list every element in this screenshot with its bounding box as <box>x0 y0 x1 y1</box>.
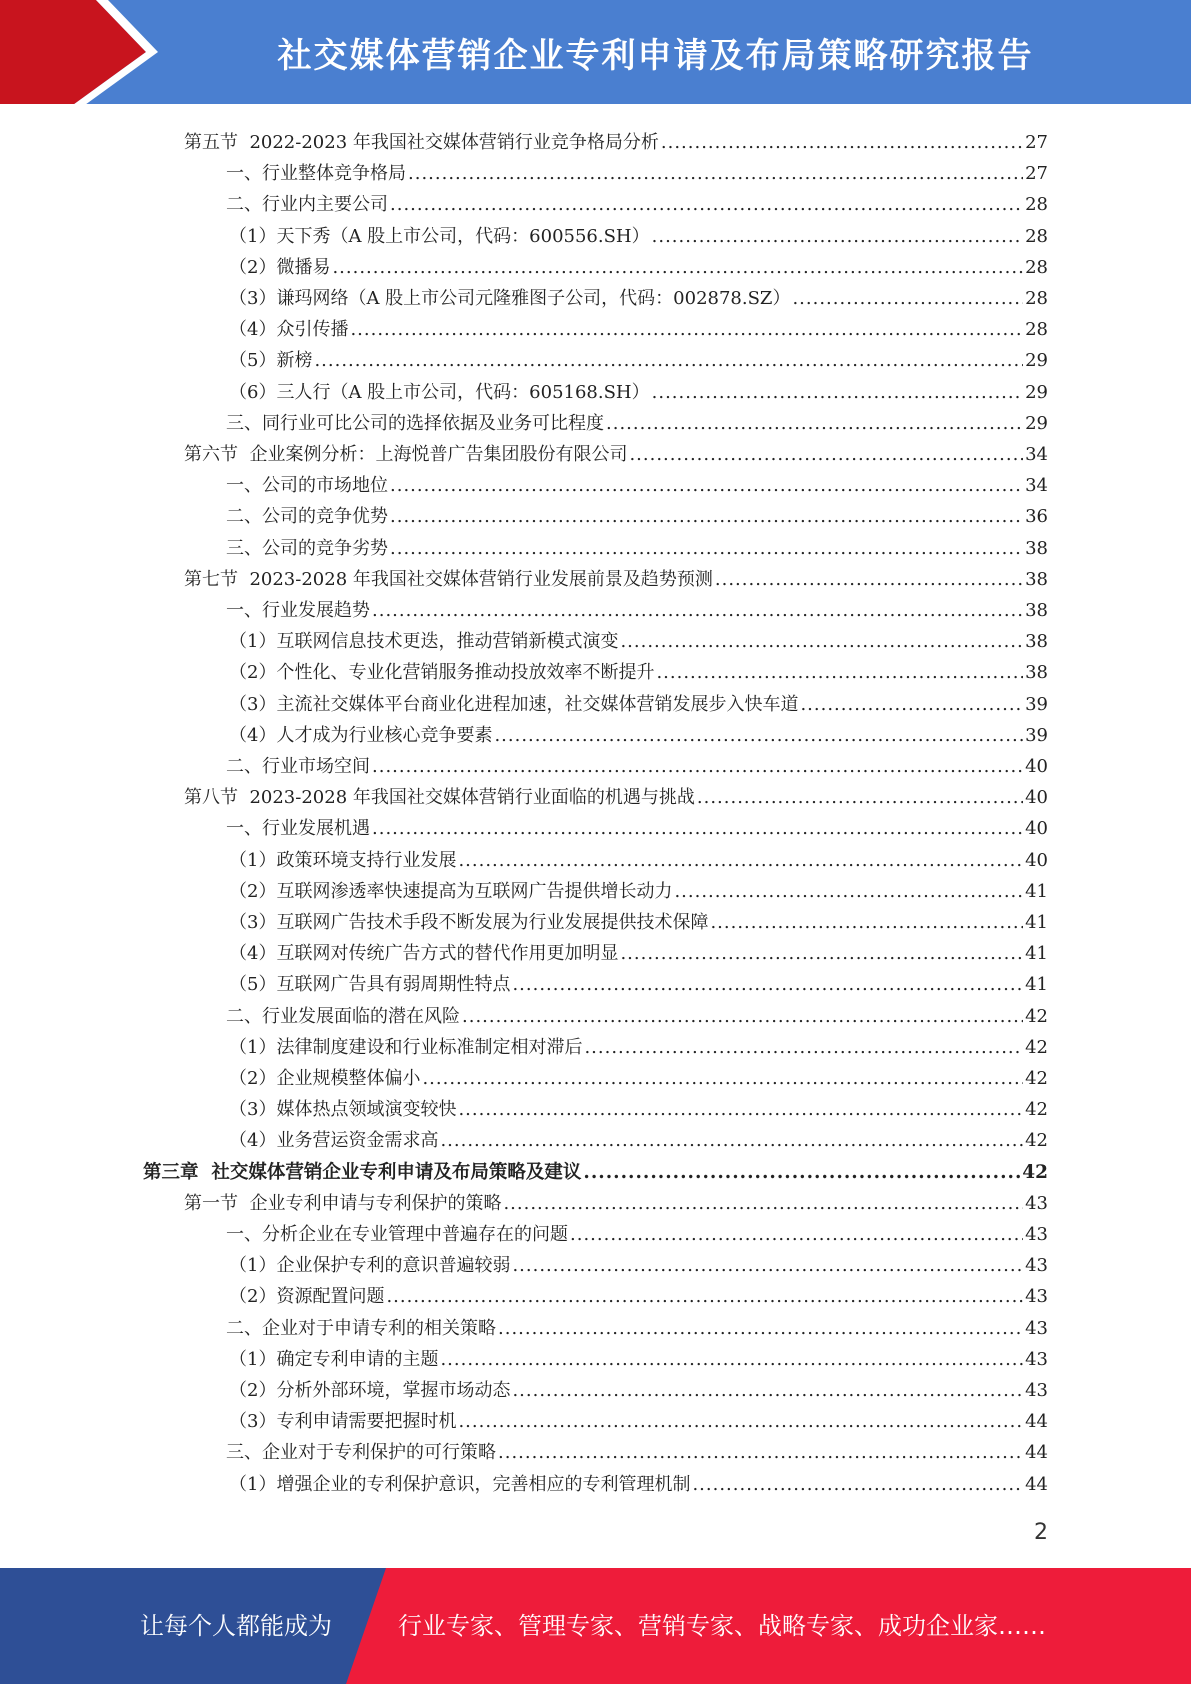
toc-entry-title: 二、公司的竞争优势 <box>226 506 388 528</box>
toc-entry[interactable] <box>229 283 1048 314</box>
toc-entry-page: 29 <box>1025 350 1048 372</box>
toc-entry[interactable] <box>226 1313 1048 1344</box>
toc-entry[interactable] <box>229 1125 1048 1156</box>
toc-dot-leader <box>620 938 1023 969</box>
toc-entry-title: （3）互联网广告技术手段不断发展为行业发展提供技术保障 <box>229 912 709 933</box>
toc-entry-title: （1）互联网信息技术更迭，推动营销新模式演变 <box>229 631 619 653</box>
toc-entry-title: 三、同行业可比公司的选择依据及业务可比程度 <box>226 412 604 434</box>
toc-entry-title: 一、行业整体竞争格局 <box>226 163 406 185</box>
toc-entry-page: 42 <box>1025 1130 1048 1152</box>
toc-entry-page: 44 <box>1025 1442 1048 1464</box>
toc-entry-page: 40 <box>1025 849 1048 871</box>
toc-entry[interactable] <box>226 158 1048 189</box>
toc-entry[interactable] <box>229 626 1048 657</box>
toc-entry[interactable] <box>229 252 1048 283</box>
toc-entry[interactable] <box>229 1063 1048 1094</box>
toc-entry-title: （3）主流社交媒体平台商业化进程加速，社交媒体营销发展步入快车道 <box>229 693 799 715</box>
toc-entry-page: 44 <box>1025 1411 1048 1433</box>
page-number: 2 <box>1034 1520 1048 1545</box>
toc-entry-page: 34 <box>1025 444 1048 465</box>
report-title: 社交媒体营销企业专利申请及布局策略研究报告 <box>277 35 1034 76</box>
toc-dot-leader <box>512 969 1023 1000</box>
toc-dot-leader <box>792 283 1023 314</box>
toc-entry-title: 一、分析企业在专业管理中普遍存在的问题 <box>226 1224 568 1245</box>
toc-entry-title: （6）三人行（A 股上市公司，代码：605168.SH） <box>229 381 650 403</box>
toc-entry[interactable] <box>184 782 1048 813</box>
toc-dot-leader <box>570 1219 1023 1250</box>
toc-entry-title: （3）媒体热点领域演变较快 <box>229 1099 457 1121</box>
toc-entry-page: 40 <box>1025 756 1048 777</box>
toc-entry-page: 38 <box>1025 600 1048 621</box>
toc-entry[interactable] <box>226 813 1048 844</box>
toc-entry[interactable] <box>229 1469 1048 1500</box>
toc-dot-leader <box>494 720 1023 751</box>
toc-entry[interactable] <box>229 1406 1048 1437</box>
toc-entry-page: 28 <box>1025 225 1048 247</box>
toc-entry-page: 41 <box>1025 974 1048 996</box>
toc-dot-leader <box>584 1032 1023 1063</box>
toc-entry[interactable] <box>226 501 1048 532</box>
toc-dot-leader <box>512 1250 1023 1281</box>
toc-entry-title: 第一节 企业专利申请与专利保护的策略 <box>184 1192 502 1214</box>
toc-entry-page: 42 <box>1025 1036 1048 1058</box>
toc-entry[interactable] <box>229 1281 1048 1312</box>
toc-entry-page: 41 <box>1025 912 1048 933</box>
toc-entry-page: 41 <box>1025 880 1048 902</box>
footer-slogan-right: 行业专家、管理专家、营销专家、战略专家、成功企业家…… <box>398 1612 1046 1640</box>
toc-entry-title: （4）人才成为行业核心竞争要素 <box>229 724 493 746</box>
toc-dot-leader <box>458 845 1023 876</box>
toc-dot-leader <box>710 907 1023 938</box>
toc-entry-title: （4）互联网对传统广告方式的替代作用更加明显 <box>229 943 619 965</box>
toc-dot-leader <box>390 533 1023 564</box>
toc-entry-page: 42 <box>1025 1068 1048 1089</box>
toc-entry-page: 28 <box>1025 194 1048 216</box>
toc-entry-title: 第七节 2023-2028 年我国社交媒体营销行业发展前景及趋势预测 <box>184 568 713 590</box>
toc-dot-leader <box>583 1157 1020 1188</box>
toc-entry-title: 二、企业对于申请专利的相关策略 <box>226 1317 496 1339</box>
toc-entry-page: 29 <box>1025 412 1048 434</box>
toc-dot-leader <box>512 1375 1023 1406</box>
toc-entry-title: （4）业务营运资金需求高 <box>229 1130 439 1152</box>
toc-dot-leader <box>606 408 1023 439</box>
toc-dot-leader <box>661 127 1023 158</box>
toc-dot-leader <box>440 1344 1023 1375</box>
toc-entry-page: 38 <box>1025 631 1048 653</box>
toc-entry-page: 43 <box>1025 1224 1048 1245</box>
toc-entry[interactable] <box>229 345 1048 376</box>
toc-entry[interactable] <box>229 1094 1048 1125</box>
toc-entry-title: 二、行业发展面临的潜在风险 <box>226 1005 460 1027</box>
toc-dot-leader <box>314 345 1023 376</box>
toc-entry[interactable] <box>229 1344 1048 1375</box>
toc-dot-leader <box>390 189 1023 220</box>
page-footer <box>0 1568 1191 1684</box>
toc-entry[interactable] <box>226 595 1048 626</box>
toc-dot-leader <box>692 1469 1023 1500</box>
toc-entry[interactable] <box>229 1250 1048 1281</box>
toc-dot-leader <box>408 158 1023 189</box>
toc-entry[interactable] <box>229 907 1048 938</box>
toc-entry-title: （1）天下秀（A 股上市公司，代码：600556.SH） <box>229 225 650 247</box>
toc-entry-page: 44 <box>1025 1473 1048 1495</box>
toc-entry[interactable] <box>229 969 1048 1000</box>
toc-dot-leader <box>372 813 1023 844</box>
toc-entry-title: （3）谦玛网络（A 股上市公司元隆雅图子公司，代码：002878.SZ） <box>229 288 791 309</box>
toc-entry-title: （2）分析外部环境，掌握市场动态 <box>229 1380 511 1401</box>
toc-entry-page: 43 <box>1025 1348 1048 1370</box>
toc-entry-title: （1）法律制度建设和行业标准制定相对滞后 <box>229 1036 583 1058</box>
toc-dot-leader <box>697 782 1023 813</box>
toc-entry-page: 42 <box>1022 1161 1048 1183</box>
toc-entry[interactable] <box>226 470 1048 501</box>
toc-entry-page: 27 <box>1025 163 1048 185</box>
toc-entry-page: 43 <box>1025 1255 1048 1277</box>
toc-dot-leader <box>422 1063 1023 1094</box>
toc-entry[interactable] <box>229 221 1048 252</box>
toc-dot-leader <box>715 564 1023 595</box>
toc-entry[interactable] <box>229 1032 1048 1063</box>
toc-entry-title: （4）众引传播 <box>229 319 349 341</box>
toc-entry-title: 三、公司的竞争劣势 <box>226 537 388 559</box>
toc-dot-leader <box>350 314 1023 345</box>
toc-entry[interactable] <box>226 408 1048 439</box>
toc-entry[interactable] <box>184 1188 1048 1219</box>
toc-entry-title: （2）微播易 <box>229 256 331 278</box>
toc-dot-leader <box>390 470 1023 501</box>
toc-entry-title: （3）专利申请需要把握时机 <box>229 1411 457 1433</box>
toc-entry-title: （2）个性化、专业化营销服务推动投放效率不断提升 <box>229 662 655 684</box>
toc-entry-page: 39 <box>1025 693 1048 715</box>
toc-dot-leader <box>498 1437 1023 1468</box>
toc-entry-page: 38 <box>1025 537 1048 559</box>
toc-dot-leader <box>620 626 1023 657</box>
toc-dot-leader <box>652 221 1023 252</box>
toc-entry-page: 36 <box>1025 506 1048 528</box>
toc-dot-leader <box>656 657 1023 688</box>
toc-entry-title: （1）增强企业的专利保护意识，完善相应的专利管理机制 <box>229 1473 691 1495</box>
toc-dot-leader <box>462 1001 1023 1032</box>
toc-entry-title: 二、行业市场空间 <box>226 756 370 777</box>
toc-entry-page: 41 <box>1025 943 1048 965</box>
toc-entry[interactable] <box>226 1437 1048 1468</box>
toc-entry[interactable] <box>184 127 1048 158</box>
toc-dot-leader <box>372 595 1023 626</box>
toc-dot-leader <box>503 1188 1023 1219</box>
toc-entry[interactable] <box>229 657 1048 688</box>
toc-entry[interactable] <box>226 533 1048 564</box>
toc-entry-title: （2）企业规模整体偏小 <box>229 1068 421 1089</box>
toc-entry-page: 28 <box>1025 256 1048 278</box>
toc-entry-title: 第六节 企业案例分析：上海悦普广告集团股份有限公司 <box>184 444 628 465</box>
toc-entry-page: 40 <box>1025 818 1048 840</box>
toc-entry[interactable] <box>229 314 1048 345</box>
toc-entry[interactable] <box>229 720 1048 751</box>
toc-entry[interactable] <box>229 1375 1048 1406</box>
toc-entry[interactable] <box>229 876 1048 907</box>
toc-entry-page: 29 <box>1025 381 1048 403</box>
toc-entry[interactable] <box>229 938 1048 969</box>
toc-entry-page: 38 <box>1025 662 1048 684</box>
page-header <box>0 0 1191 110</box>
toc-entry-title: 第三章 社交媒体营销企业专利申请及布局策略及建议 <box>143 1161 582 1183</box>
toc-entry[interactable] <box>226 751 1048 782</box>
toc-entry-page: 39 <box>1025 724 1048 746</box>
toc-dot-leader <box>674 876 1023 907</box>
toc-dot-leader <box>629 439 1023 470</box>
toc-entry-title: （1）政策环境支持行业发展 <box>229 849 457 871</box>
toc-dot-leader <box>332 252 1023 283</box>
toc-entry-page: 28 <box>1025 288 1048 309</box>
toc-entry-title: 一、公司的市场地位 <box>226 475 388 497</box>
toc-entry-page: 34 <box>1025 475 1048 497</box>
toc-entry-title: （2）互联网渗透率快速提高为互联网广告提供增长动力 <box>229 880 673 902</box>
toc-entry[interactable] <box>184 439 1048 470</box>
toc-entry[interactable] <box>226 1001 1048 1032</box>
toc-dot-leader <box>386 1281 1023 1312</box>
toc-dot-leader <box>390 501 1023 532</box>
toc-entry-title: 一、行业发展趋势 <box>226 600 370 621</box>
toc-dot-leader <box>372 751 1023 782</box>
toc-dot-leader <box>458 1094 1023 1125</box>
toc-entry[interactable] <box>229 845 1048 876</box>
toc-entry[interactable] <box>226 1219 1048 1250</box>
toc-entry[interactable] <box>143 1157 1048 1188</box>
toc-dot-leader <box>458 1406 1023 1437</box>
toc-entry-page: 27 <box>1025 132 1048 153</box>
toc-entry[interactable] <box>226 189 1048 220</box>
toc-entry[interactable] <box>184 564 1048 595</box>
toc-entry-page: 43 <box>1025 1317 1048 1339</box>
toc-entry-title: （2）资源配置问题 <box>229 1286 385 1308</box>
toc-dot-leader <box>800 689 1023 720</box>
toc-entry-page: 40 <box>1025 787 1048 809</box>
footer-slogan-left: 让每个人都能成为 <box>140 1612 332 1640</box>
toc-entry-page: 42 <box>1025 1005 1048 1027</box>
toc-entry-page: 42 <box>1025 1099 1048 1121</box>
toc-entry-title: 二、行业内主要公司 <box>226 194 388 216</box>
toc-entry-title: （5）新榜 <box>229 350 313 372</box>
toc-entry-title: 三、企业对于专利保护的可行策略 <box>226 1442 496 1464</box>
toc-entry-page: 38 <box>1025 568 1048 590</box>
toc-entry-title: 一、行业发展机遇 <box>226 818 370 840</box>
toc-entry-title: （5）互联网广告具有弱周期性特点 <box>229 974 511 996</box>
toc-entry-title: （1）企业保护专利的意识普遍较弱 <box>229 1255 511 1277</box>
toc-entry-title: 第五节 2022-2023 年我国社交媒体营销行业竞争格局分析 <box>184 132 659 153</box>
toc-dot-leader <box>440 1125 1023 1156</box>
toc-entry-title: 第八节 2023-2028 年我国社交媒体营销行业面临的机遇与挑战 <box>184 787 695 809</box>
toc-entry-page: 43 <box>1025 1286 1048 1308</box>
toc-entry-page: 43 <box>1025 1192 1048 1214</box>
toc-entry[interactable] <box>229 377 1048 408</box>
toc-dot-leader <box>498 1313 1023 1344</box>
toc-entry[interactable] <box>229 689 1048 720</box>
toc-entry-page: 43 <box>1025 1380 1048 1401</box>
toc-entry-page: 28 <box>1025 319 1048 341</box>
toc-entry-title: （1）确定专利申请的主题 <box>229 1348 439 1370</box>
toc-dot-leader <box>652 377 1023 408</box>
